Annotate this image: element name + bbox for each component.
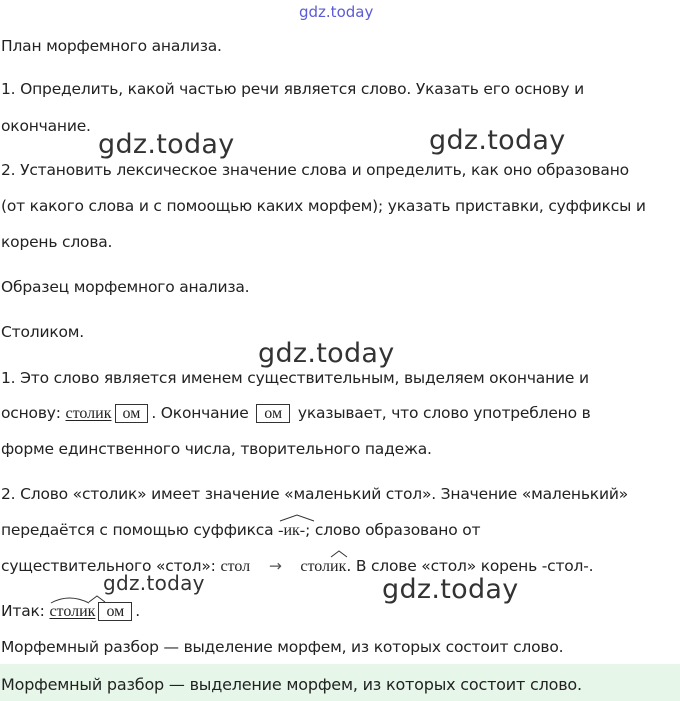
- word-stol: стол: [220, 558, 251, 575]
- paragraph-line: 2. Слово «столик» имеет значение «маленький стол». Значение «маленький»: [1, 485, 628, 503]
- text-fragment: Итак:: [1, 602, 45, 620]
- stem-text: столик: [49, 603, 96, 620]
- heading-plan: План морфемного анализа.: [1, 37, 222, 55]
- suffix-arc-icon: [278, 514, 316, 522]
- paragraph-line: форме единственного числа, творительного падежа.: [1, 440, 432, 458]
- highlighted-line: Морфемный разбор — выделение морфем, из которых состоит слово.: [1, 675, 582, 694]
- arrow-right-icon: →: [268, 557, 282, 575]
- suffix-text: ик: [330, 558, 347, 575]
- paragraph-line: корень слова.: [1, 233, 113, 251]
- paragraph-line: 2. Установить лексическое значение слова и определить, как оно образовано: [1, 161, 629, 179]
- text-fragment: . Окончание: [151, 404, 249, 422]
- text-fragment: указывает, что слово употреблено в: [297, 404, 591, 422]
- paragraph-line-suffix: [1, 520, 480, 541]
- word-stolik: [300, 558, 346, 575]
- suffix-mark: [330, 557, 346, 577]
- suffix-arc-icon: [330, 550, 348, 558]
- text-fragment: ; слово образовано от: [305, 521, 481, 539]
- text-fragment: существительного «стол»:: [1, 557, 216, 575]
- paragraph-line: окончание.: [1, 117, 91, 135]
- watermark: gdz.today: [258, 338, 395, 369]
- ending-box: ом: [115, 404, 149, 423]
- text-fragment: передаётся с помощью суффикса: [1, 521, 274, 539]
- watermark: gdz.today: [429, 125, 566, 156]
- suffix-text: -ик-: [278, 522, 306, 539]
- heading-example: Образец морфемного анализа.: [1, 278, 250, 296]
- paragraph-line-stem: [1, 403, 591, 424]
- paragraph-line-summary: [1, 601, 140, 622]
- stem-stolik-marked: [49, 602, 95, 622]
- text-fragment: .: [135, 602, 141, 620]
- site-watermark: gdz.today: [299, 3, 374, 21]
- watermark: gdz.today: [103, 571, 205, 595]
- root-arc-icon: [49, 595, 109, 603]
- paragraph-line: Морфемный разбор — выделение морфем, из которых состоит слово.: [1, 638, 564, 656]
- paragraph-line: 1. Определить, какой частью речи является слово. Указать его основу и: [1, 80, 585, 98]
- suffix-mark: [278, 521, 305, 541]
- stem-stolik: столик: [65, 405, 112, 422]
- ending-box: ом: [98, 602, 132, 621]
- paragraph-line: (от какого слова и с помоощью каких морфем); указать приставки, суффиксы и: [1, 197, 646, 215]
- example-word: Столиком.: [1, 323, 84, 341]
- watermark: gdz.today: [98, 129, 235, 160]
- ending-box: ом: [256, 404, 290, 423]
- watermark: gdz.today: [382, 574, 519, 605]
- text-fragment: . В слове «стол» корень -стол-.: [346, 557, 594, 575]
- text-fragment: основу:: [1, 404, 61, 422]
- paragraph-line: 1. Это слово является именем существительным, выделяем окончание и: [1, 369, 589, 387]
- word-root: стол: [300, 558, 331, 575]
